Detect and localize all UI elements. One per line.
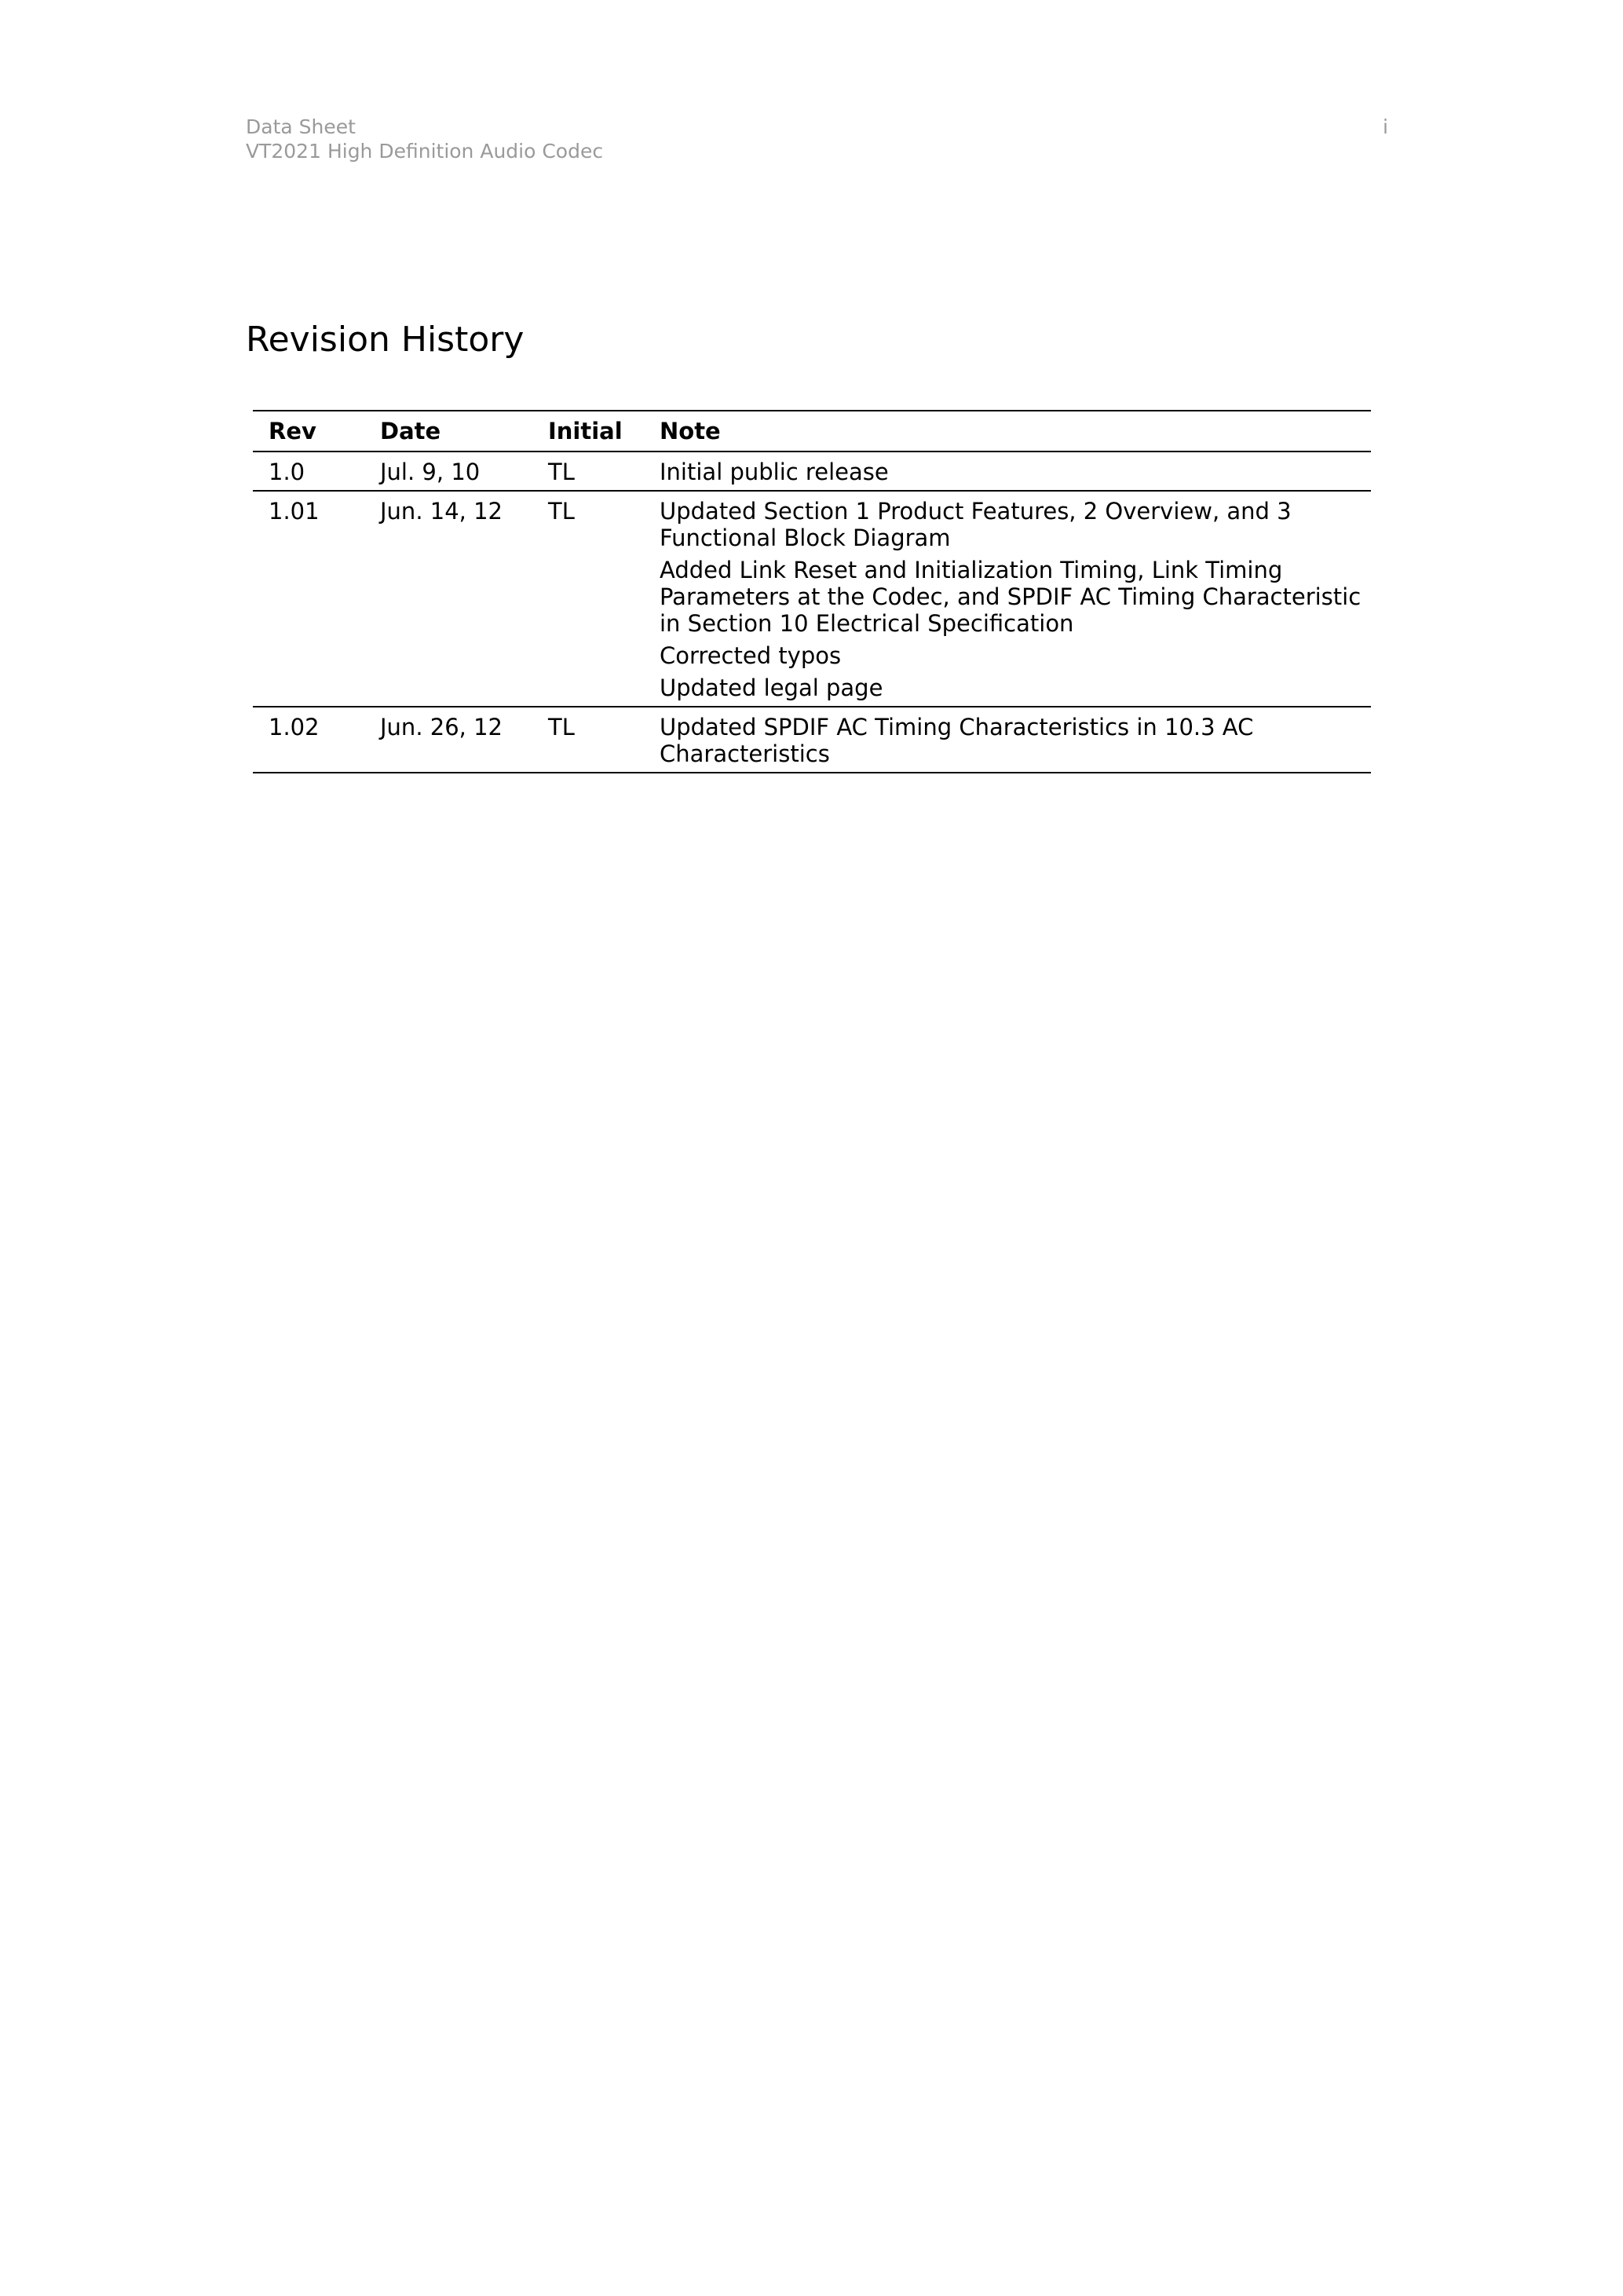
date-cell: Jun. 14, 12 xyxy=(364,491,532,707)
initial-cell: TL xyxy=(532,491,644,707)
initial-cell: TL xyxy=(532,707,644,773)
note-line: Updated legal page xyxy=(660,675,883,701)
note-cell xyxy=(644,491,1371,707)
rev-cell: 1.0 xyxy=(253,452,364,491)
note-cell xyxy=(644,452,1371,491)
rev-cell: 1.01 xyxy=(253,491,364,707)
note-line: Corrected typos xyxy=(660,642,842,669)
column-header-initial: Initial xyxy=(532,411,644,452)
table-row xyxy=(253,707,1371,773)
note-line: Initial public release xyxy=(660,459,889,485)
rev-cell: 1.02 xyxy=(253,707,364,773)
table-row xyxy=(253,491,1371,707)
table-header-row xyxy=(253,411,1371,452)
table-row xyxy=(253,452,1371,491)
column-header-rev: Rev xyxy=(253,411,364,452)
column-header-date: Date xyxy=(364,411,532,452)
note-cell xyxy=(644,707,1371,773)
document-type: Data Sheet xyxy=(246,115,356,138)
date-cell: Jun. 26, 12 xyxy=(364,707,532,773)
date-cell: Jul. 9, 10 xyxy=(364,452,532,491)
note-line: Updated SPDIF AC Timing Characteristics in 10.3 AC Characteristics xyxy=(660,714,1254,767)
page-header xyxy=(246,115,1388,163)
revision-history-table xyxy=(253,410,1371,773)
initial-cell: TL xyxy=(532,452,644,491)
note-line: Updated Section 1 Product Features, 2 Overview, and 3 Functional Block Diagram xyxy=(660,498,1292,551)
page-title: Revision History xyxy=(246,320,525,360)
page-number: i xyxy=(1383,115,1388,138)
note-line: Added Link Reset and Initialization Timing, Link Timing Parameters at the Codec, and SPDIF AC Timing Characteristic in Section 10 Electrical Specification xyxy=(660,557,1362,637)
column-header-note: Note xyxy=(644,411,1371,452)
product-name: VT2021 High Definition Audio Codec xyxy=(246,140,604,163)
